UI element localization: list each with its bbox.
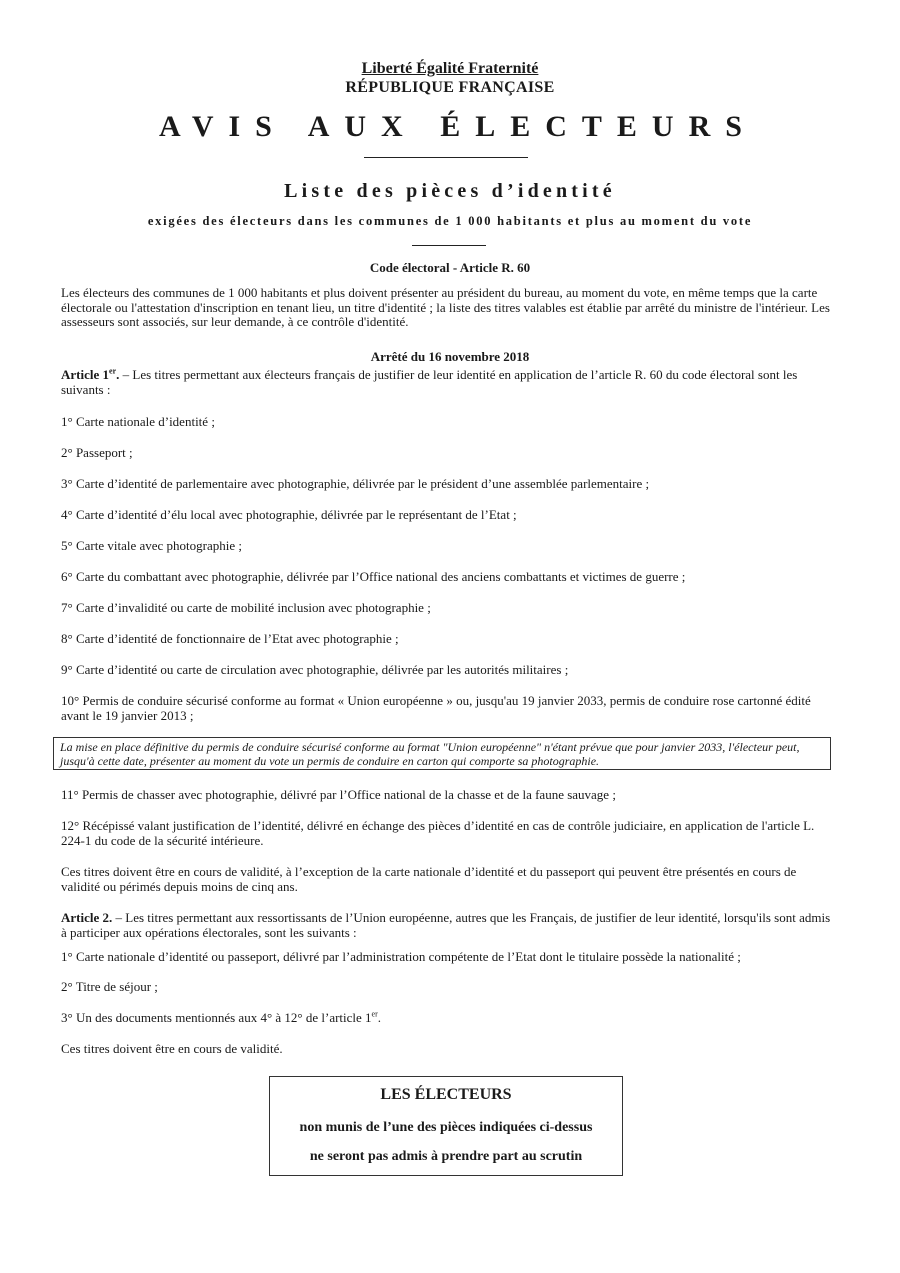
final-notice-line: ne seront pas admis à prendre part au scrutin xyxy=(309,1149,583,1164)
list-item: 11° Permis de chasser avec photographie, délivré par l’Office national de la chasse et de la faune sauvage ; xyxy=(61,787,616,802)
list-item: 5° Carte vitale avec photographie ; xyxy=(61,538,242,553)
final-notice-box xyxy=(269,1076,623,1176)
final-notice-line: non munis de l’une des pièces indiquées ci-dessus xyxy=(299,1120,593,1135)
article-2-label: Article 2. xyxy=(61,910,113,925)
list-item: 7° Carte d’invalidité ou carte de mobilité inclusion avec photographie ; xyxy=(61,600,431,615)
validity-note-2: Ces titres doivent être en cours de validité. xyxy=(61,1041,283,1056)
article-1-intro: Article 1er. – Les titres permettant aux électeurs français de justifier de leur identité en application de l’article R. 60 du code électoral sont les suivants : xyxy=(61,366,798,397)
arrete-heading: Arrêté du 16 novembre 2018 xyxy=(370,349,530,364)
motto: Liberté Égalité Fraternité xyxy=(361,60,539,77)
list-item: 3° Un des documents mentionnés aux 4° à 12° de l’article 1er. xyxy=(61,1009,382,1025)
republic-name: RÉPUBLIQUE FRANÇAISE xyxy=(345,79,555,96)
article-1-label: Article 1er. xyxy=(61,366,120,382)
list-item: 2° Passeport ; xyxy=(61,445,133,460)
list-item: 6° Carte du combattant avec photographie, délivrée par l’Office national des anciens combattants et victimes de guerre ; xyxy=(61,569,686,584)
list-item: 2° Titre de séjour ; xyxy=(61,979,158,994)
list-title: Liste des pièces d’identité xyxy=(284,180,616,202)
list-subtitle: exigées des électeurs dans les communes de 1 000 habitants et plus au moment du vote xyxy=(147,214,753,228)
final-notice-title: LES ÉLECTEURS xyxy=(380,1086,512,1103)
list-item: 9° Carte d’identité ou carte de circulation avec photographie, délivrée par les autorités militaires ; xyxy=(61,662,569,677)
page-title: AVIS AUX ÉLECTEURS xyxy=(159,110,757,143)
article-2-intro: Article 2. – Les titres permettant aux ressortissants de l’Union européenne, autres que les Français, de justifier de leur identité, lorsqu'ils sont admis à participer aux opérations électorales, sont les suivants : xyxy=(61,910,831,940)
list-item: 1° Carte nationale d’identité ; xyxy=(61,414,215,429)
list-item: 10° Permis de conduire sécurisé conforme au format « Union européenne » ou, jusqu'au 19 janvier 2033, permis de conduire rose cartonné édité avant le 19 janvier 2013 ; xyxy=(61,693,811,723)
code-heading: Code électoral - Article R. 60 xyxy=(369,260,531,275)
list-item: 12° Récépissé valant justification de l’identité, délivré en échange des pièces d’identité en cas de contrôle judiciaire, en application de l'article L. 224-1 du code de la sécurité intérieure. xyxy=(61,818,815,848)
list-item: 1° Carte nationale d’identité ou passeport, délivré par l’administration compétente de l’Etat dont le titulaire possède la nationalité ; xyxy=(61,949,741,964)
driving-license-note: La mise en place définitive du permis de conduire sécurisé conforme au format "Union européenne" n'étant prévue que pour janvier 2033, l'électeur peut, jusqu'à cette date, présenter au moment du vote un permis de conduire en carton qui comporte sa photographie. xyxy=(53,737,831,770)
list-item: 8° Carte d’identité de fonctionnaire de l’Etat avec photographie ; xyxy=(61,631,399,646)
validity-note-1: Ces titres doivent être en cours de validité, à l’exception de la carte nationale d’identité et du passeport qui peuvent être présentés en cours de validité ou périmés depuis moins de cinq ans. xyxy=(61,864,797,894)
divider xyxy=(364,157,528,158)
list-item: 3° Carte d’identité de parlementaire avec photographie, délivrée par le président d’une assemblée parlementaire ; xyxy=(61,476,650,491)
code-text: Les électeurs des communes de 1 000 habitants et plus doivent présenter au président du bureau, au moment du vote, en même temps que la carte électorale ou l'attestation d'inscription en tenant lieu, un titre d'identité ; la liste des titres valables est établie par arrêté du ministre de l'intérieur. Les assesseurs sont associés, sur leur demande, à ce contrôle d'identité. xyxy=(61,285,830,329)
list-item: 4° Carte d’identité d’élu local avec photographie, délivrée par le représentant de l’Etat ; xyxy=(61,507,517,522)
divider xyxy=(412,245,486,246)
